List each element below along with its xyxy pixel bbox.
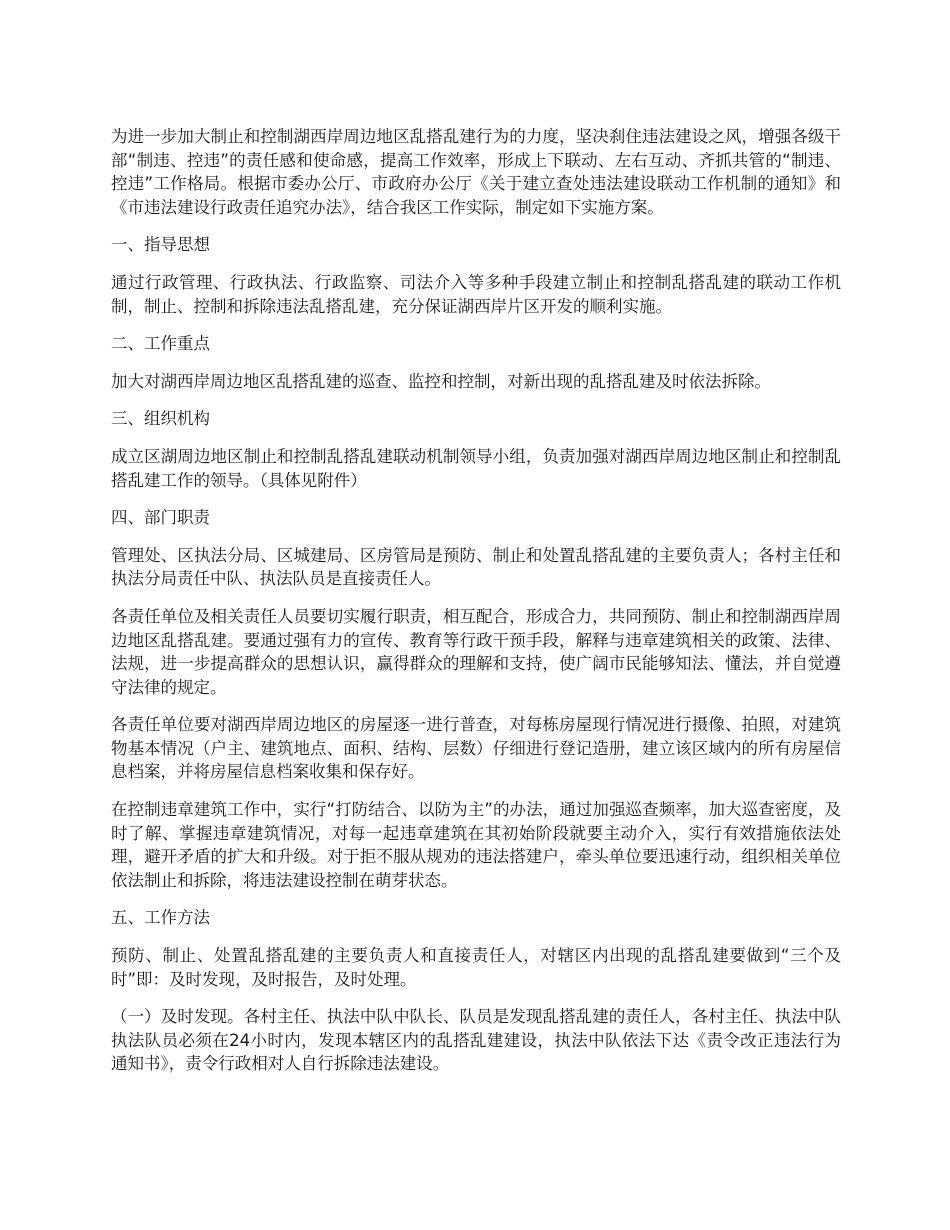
intro-paragraph: 为进一步加大制止和控制湖西岸周边地区乱搭乱建行为的力度，坚决刹住违法建设之风，增强各级干部“制违、控违”的责任感和使命感，提高工作效率，形成上下联动、左右互动、齐抓共管的“制违、控违”工作格局。根据市委办公厅、市政府办公厅《关于建立查处违法建设联动工作机制的通知》和《市违法建设行政责任追究办法》，结合我区工作实际，制定如下实施方案。 (111, 127, 841, 217)
paragraph-department-duties-2: 各责任单位及相关责任人员要切实履行职责，相互配合，形成合力，共同预防、制止和控制湖西岸周边地区乱搭乱建。要通过强有力的宣传、教育等行政干预手段，解释与违章建筑相关的政策、法律、法规，进一步提高群众的思想认识，赢得群众的理解和支持，使广阔市民能够知法、懂法，并自觉遵守法律的规定。 (111, 606, 841, 697)
paragraph-work-focus: 加大对湖西岸周边地区乱搭乱建的巡查、监控和控制，对新出现的乱搭乱建及时依法拆除。 (111, 371, 771, 391)
paragraph-organization: 成立区湖周边地区制止和控制乱搭乱建联动机制领导小组，负责加强对湖西岸周边地区制止和控制乱搭乱建工作的领导。（具体见附件） (111, 446, 841, 490)
paragraph-department-duties-3: 各责任单位要对湖西岸周边地区的房屋逐一进行普查，对每栋房屋现行情况进行摄像、拍照，对建筑物基本情况（户主、建筑地点、面积、结构、层数）仔细进行登记造册，建立该区域内的所有房屋信息档案，并将房屋信息档案收集和保存好。 (111, 715, 841, 782)
paragraph-work-methods-2: （一）及时发现。各村主任、执法中队中队长、队员是发现乱搭乱建的责任人，各村主任、执法中队执法队员必须在24小时内，发现本辖区内的乱搭乱建建设，执法中队依法下达《责令改正违法行为通知书》，责令行政相对人自行拆除违法建设。 (111, 1007, 841, 1074)
document-body (111, 125, 841, 1090)
paragraph-work-methods-1: 预防、制止、处置乱搭乱建的主要负责人和直接责任人，对辖区内出现的乱搭乱建要做到“三个及时”即：及时发现，及时报告，及时处理。 (111, 946, 841, 989)
section-heading-organization: 三、组织机构 (111, 409, 210, 429)
section-heading-department-duties: 四、部门职责 (111, 508, 210, 528)
paragraph-department-duties-4: 在控制违章建筑工作中，实行“打防结合、以防为主”的办法，通过加强巡查频率，加大巡查密度，及时了解、掌握违章建筑情况，对每一起违章建筑在其初始阶段就要主动介入，实行有效措施依法处理，避开矛盾的扩大和升级。对于拒不服从规劝的违法搭建户，牵头单位要迅速行动，组织相关单位依法制止和拆除，将违法建设控制在萌芽状态。 (111, 800, 841, 890)
section-heading-work-focus: 二、工作重点 (111, 334, 210, 354)
section-heading-guiding-ideology: 一、指导思想 (111, 235, 210, 255)
section-heading-work-methods: 五、工作方法 (111, 908, 210, 928)
paragraph-guiding-ideology: 通过行政管理、行政执法、行政监察、司法介入等多种手段建立制止和控制乱搭乱建的联动工作机制，制止、控制和拆除违法乱搭乱建，充分保证湖西岸片区开发的顺利实施。 (111, 272, 841, 316)
paragraph-department-duties-1: 管理处、区执法分局、区城建局、区房管局是预防、制止和处置乱搭乱建的主要负责人；各村主任和执法分局责任中队、执法队员是直接责任人。 (111, 545, 841, 589)
